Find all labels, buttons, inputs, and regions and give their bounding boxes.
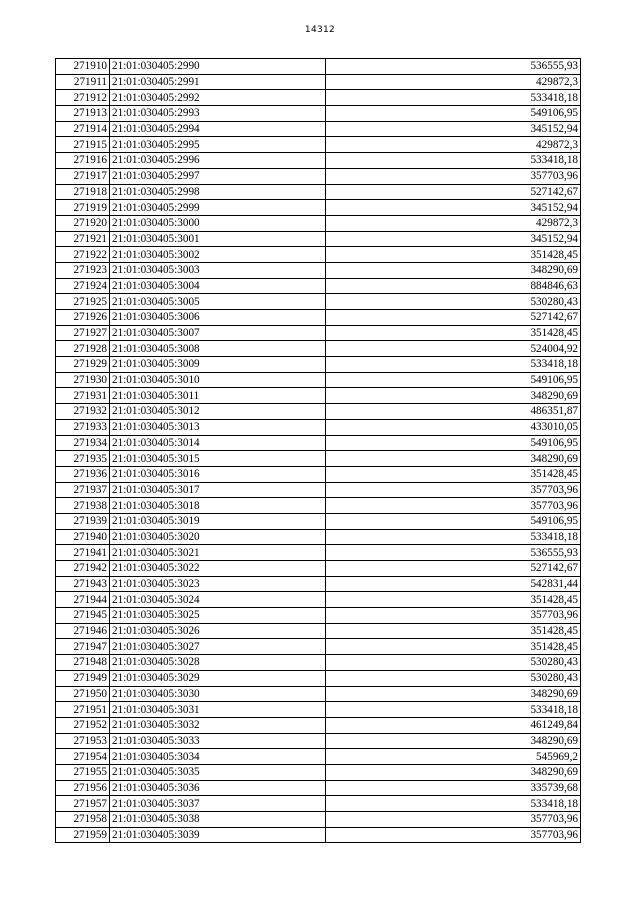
cadastral-value-cell: 433010,05	[326, 419, 581, 435]
table-row	[56, 247, 581, 263]
row-number-cell: 271942	[56, 561, 110, 577]
row-number-cell: 271921	[56, 231, 110, 247]
cadastral-value-cell: 348290,69	[326, 388, 581, 404]
cadastral-value-cell: 348290,69	[326, 451, 581, 467]
table-row	[56, 466, 581, 482]
row-number-cell: 271947	[56, 639, 110, 655]
cadastral-number-cell: 21:01:030405:3018	[110, 498, 326, 514]
table-row	[56, 513, 581, 529]
cadastral-value-cell: 486351,87	[326, 404, 581, 420]
row-number-cell: 271937	[56, 482, 110, 498]
table-row	[56, 796, 581, 812]
cadastral-number-cell: 21:01:030405:3009	[110, 357, 326, 373]
cadastral-value-cell: 549106,95	[326, 106, 581, 122]
table-row	[56, 545, 581, 561]
cadastral-number-cell: 21:01:030405:2997	[110, 168, 326, 184]
cadastral-number-cell: 21:01:030405:3021	[110, 545, 326, 561]
row-number-cell: 271951	[56, 702, 110, 718]
cadastral-number-cell: 21:01:030405:3015	[110, 451, 326, 467]
row-number-cell: 271953	[56, 733, 110, 749]
cadastral-number-cell: 21:01:030405:3027	[110, 639, 326, 655]
cadastral-number-cell: 21:01:030405:3012	[110, 404, 326, 420]
cadastral-number-cell: 21:01:030405:3030	[110, 686, 326, 702]
table-row	[56, 482, 581, 498]
row-number-cell: 271927	[56, 325, 110, 341]
row-number-cell: 271910	[56, 59, 110, 75]
table-row	[56, 812, 581, 828]
cadastral-value-cell: 527142,67	[326, 561, 581, 577]
row-number-cell: 271924	[56, 278, 110, 294]
row-number-cell: 271925	[56, 294, 110, 310]
table-row	[56, 780, 581, 796]
cadastral-number-cell: 21:01:030405:2998	[110, 184, 326, 200]
cadastral-value-cell: 351428,45	[326, 247, 581, 263]
cadastral-number-cell: 21:01:030405:3025	[110, 608, 326, 624]
cadastral-number-cell: 21:01:030405:3011	[110, 388, 326, 404]
table-row	[56, 717, 581, 733]
cadastral-value-cell: 549106,95	[326, 435, 581, 451]
table-row	[56, 655, 581, 671]
cadastral-value-cell: 351428,45	[326, 592, 581, 608]
cadastral-number-cell: 21:01:030405:2995	[110, 137, 326, 153]
cadastral-number-cell: 21:01:030405:2991	[110, 74, 326, 90]
cadastral-number-cell: 21:01:030405:3037	[110, 796, 326, 812]
cadastral-value-cell: 348290,69	[326, 733, 581, 749]
cadastral-number-cell: 21:01:030405:3029	[110, 670, 326, 686]
cadastral-value-cell: 345152,94	[326, 121, 581, 137]
table-row	[56, 404, 581, 420]
cadastral-number-cell: 21:01:030405:3006	[110, 310, 326, 326]
table-row	[56, 561, 581, 577]
cadastral-value-cell: 357703,96	[326, 608, 581, 624]
row-number-cell: 271932	[56, 404, 110, 420]
row-number-cell: 271929	[56, 357, 110, 373]
row-number-cell: 271934	[56, 435, 110, 451]
row-number-cell: 271931	[56, 388, 110, 404]
table-row	[56, 702, 581, 718]
cadastral-value-cell: 351428,45	[326, 466, 581, 482]
cadastral-value-cell: 429872,3	[326, 137, 581, 153]
cadastral-value-cell: 530280,43	[326, 294, 581, 310]
table-row	[56, 749, 581, 765]
cadastral-number-cell: 21:01:030405:3036	[110, 780, 326, 796]
cadastral-number-cell: 21:01:030405:2994	[110, 121, 326, 137]
cadastral-number-cell: 21:01:030405:3026	[110, 623, 326, 639]
page-number: 14312	[304, 25, 336, 35]
cadastral-value-cell: 357703,96	[326, 168, 581, 184]
cadastral-value-cell: 533418,18	[326, 90, 581, 106]
table-row	[56, 341, 581, 357]
cadastral-value-cell: 357703,96	[326, 482, 581, 498]
table-row	[56, 592, 581, 608]
cadastral-value-cell: 524004,92	[326, 341, 581, 357]
cadastral-number-cell: 21:01:030405:3038	[110, 812, 326, 828]
row-number-cell: 271922	[56, 247, 110, 263]
cadastral-number-cell: 21:01:030405:3034	[110, 749, 326, 765]
cadastral-value-cell: 533418,18	[326, 153, 581, 169]
cadastral-number-cell: 21:01:030405:3024	[110, 592, 326, 608]
table-row	[56, 388, 581, 404]
table-row	[56, 623, 581, 639]
table-row	[56, 215, 581, 231]
row-number-cell: 271926	[56, 310, 110, 326]
row-number-cell: 271958	[56, 812, 110, 828]
table-row	[56, 451, 581, 467]
cadastral-value-cell: 527142,67	[326, 310, 581, 326]
row-number-cell: 271920	[56, 215, 110, 231]
cadastral-number-cell: 21:01:030405:3005	[110, 294, 326, 310]
row-number-cell: 271956	[56, 780, 110, 796]
row-number-cell: 271933	[56, 419, 110, 435]
cadastral-number-cell: 21:01:030405:3016	[110, 466, 326, 482]
row-number-cell: 271949	[56, 670, 110, 686]
cadastral-number-cell: 21:01:030405:3028	[110, 655, 326, 671]
cadastral-value-cell: 348290,69	[326, 686, 581, 702]
table-row	[56, 184, 581, 200]
table-row	[56, 325, 581, 341]
cadastral-number-cell: 21:01:030405:3033	[110, 733, 326, 749]
row-number-cell: 271948	[56, 655, 110, 671]
row-number-cell: 271938	[56, 498, 110, 514]
table-row	[56, 764, 581, 780]
cadastral-value-cell: 884846,63	[326, 278, 581, 294]
cadastral-number-cell: 21:01:030405:3020	[110, 529, 326, 545]
table-row	[56, 310, 581, 326]
table-row	[56, 90, 581, 106]
table-row	[56, 74, 581, 90]
table-row	[56, 294, 581, 310]
cadastral-value-cell: 527142,67	[326, 184, 581, 200]
row-number-cell: 271911	[56, 74, 110, 90]
cadastral-number-cell: 21:01:030405:3002	[110, 247, 326, 263]
row-number-cell: 271915	[56, 137, 110, 153]
row-number-cell: 271935	[56, 451, 110, 467]
table-row	[56, 231, 581, 247]
row-number-cell: 271914	[56, 121, 110, 137]
row-number-cell: 271916	[56, 153, 110, 169]
row-number-cell: 271950	[56, 686, 110, 702]
table-row	[56, 639, 581, 655]
cadastral-number-cell: 21:01:030405:3039	[110, 827, 326, 843]
cadastral-value-cell: 351428,45	[326, 325, 581, 341]
cadastral-number-cell: 21:01:030405:3035	[110, 764, 326, 780]
row-number-cell: 271917	[56, 168, 110, 184]
row-number-cell: 271930	[56, 372, 110, 388]
cadastral-number-cell: 21:01:030405:3008	[110, 341, 326, 357]
table-row	[56, 576, 581, 592]
cadastral-value-cell: 536555,93	[326, 59, 581, 75]
cadastral-number-cell: 21:01:030405:3022	[110, 561, 326, 577]
cadastral-value-cell: 335739,68	[326, 780, 581, 796]
table-row	[56, 608, 581, 624]
row-number-cell: 271944	[56, 592, 110, 608]
cadastral-number-cell: 21:01:030405:3013	[110, 419, 326, 435]
table-row	[56, 670, 581, 686]
cadastral-number-cell: 21:01:030405:3014	[110, 435, 326, 451]
table-row	[56, 137, 581, 153]
cadastral-number-cell: 21:01:030405:3023	[110, 576, 326, 592]
cadastral-number-cell: 21:01:030405:3000	[110, 215, 326, 231]
cadastral-number-cell: 21:01:030405:3019	[110, 513, 326, 529]
table-row	[56, 121, 581, 137]
table-body	[56, 59, 581, 843]
row-number-cell: 271957	[56, 796, 110, 812]
cadastral-value-cell: 429872,3	[326, 215, 581, 231]
cadastral-value-cell: 545969,2	[326, 749, 581, 765]
cadastral-value-cell: 536555,93	[326, 545, 581, 561]
cadastral-value-cell: 533418,18	[326, 796, 581, 812]
table-row	[56, 278, 581, 294]
row-number-cell: 271912	[56, 90, 110, 106]
row-number-cell: 271945	[56, 608, 110, 624]
table-row	[56, 827, 581, 843]
cadastral-value-cell: 345152,94	[326, 200, 581, 216]
row-number-cell: 271959	[56, 827, 110, 843]
cadastral-value-cell: 357703,96	[326, 498, 581, 514]
cadastral-value-table	[55, 58, 581, 843]
cadastral-value-cell: 549106,95	[326, 372, 581, 388]
row-number-cell: 271936	[56, 466, 110, 482]
cadastral-number-cell: 21:01:030405:2996	[110, 153, 326, 169]
cadastral-value-cell: 542831,44	[326, 576, 581, 592]
table-row	[56, 419, 581, 435]
cadastral-value-cell: 530280,43	[326, 670, 581, 686]
cadastral-value-cell: 351428,45	[326, 623, 581, 639]
table-row	[56, 168, 581, 184]
table-row	[56, 529, 581, 545]
row-number-cell: 271923	[56, 262, 110, 278]
cadastral-number-cell: 21:01:030405:3017	[110, 482, 326, 498]
cadastral-number-cell: 21:01:030405:2990	[110, 59, 326, 75]
table-row	[56, 59, 581, 75]
cadastral-number-cell: 21:01:030405:3031	[110, 702, 326, 718]
row-number-cell: 271955	[56, 764, 110, 780]
row-number-cell: 271940	[56, 529, 110, 545]
table-row	[56, 200, 581, 216]
cadastral-value-cell: 461249,84	[326, 717, 581, 733]
table-row	[56, 498, 581, 514]
cadastral-number-cell: 21:01:030405:2999	[110, 200, 326, 216]
row-number-cell: 271928	[56, 341, 110, 357]
row-number-cell: 271946	[56, 623, 110, 639]
cadastral-number-cell: 21:01:030405:3003	[110, 262, 326, 278]
table-row	[56, 357, 581, 373]
cadastral-value-cell: 348290,69	[326, 262, 581, 278]
cadastral-value-cell: 357703,96	[326, 827, 581, 843]
cadastral-value-cell: 357703,96	[326, 812, 581, 828]
row-number-cell: 271943	[56, 576, 110, 592]
cadastral-number-cell: 21:01:030405:3010	[110, 372, 326, 388]
table-row	[56, 435, 581, 451]
row-number-cell: 271919	[56, 200, 110, 216]
cadastral-value-cell: 533418,18	[326, 529, 581, 545]
table-row	[56, 153, 581, 169]
cadastral-number-cell: 21:01:030405:3032	[110, 717, 326, 733]
cadastral-value-cell: 549106,95	[326, 513, 581, 529]
cadastral-value-cell: 348290,69	[326, 764, 581, 780]
cadastral-number-cell: 21:01:030405:3007	[110, 325, 326, 341]
cadastral-value-cell: 533418,18	[326, 702, 581, 718]
cadastral-number-cell: 21:01:030405:2992	[110, 90, 326, 106]
row-number-cell: 271954	[56, 749, 110, 765]
cadastral-value-cell: 345152,94	[326, 231, 581, 247]
cadastral-value-cell: 351428,45	[326, 639, 581, 655]
table-row	[56, 733, 581, 749]
cadastral-number-cell: 21:01:030405:3004	[110, 278, 326, 294]
row-number-cell: 271939	[56, 513, 110, 529]
table-row	[56, 372, 581, 388]
row-number-cell: 271952	[56, 717, 110, 733]
cadastral-value-cell: 533418,18	[326, 357, 581, 373]
cadastral-number-cell: 21:01:030405:3001	[110, 231, 326, 247]
table-row	[56, 106, 581, 122]
table-row	[56, 686, 581, 702]
table-row	[56, 262, 581, 278]
cadastral-value-cell: 530280,43	[326, 655, 581, 671]
cadastral-number-cell: 21:01:030405:2993	[110, 106, 326, 122]
row-number-cell: 271918	[56, 184, 110, 200]
cadastral-value-cell: 429872,3	[326, 74, 581, 90]
row-number-cell: 271941	[56, 545, 110, 561]
row-number-cell: 271913	[56, 106, 110, 122]
